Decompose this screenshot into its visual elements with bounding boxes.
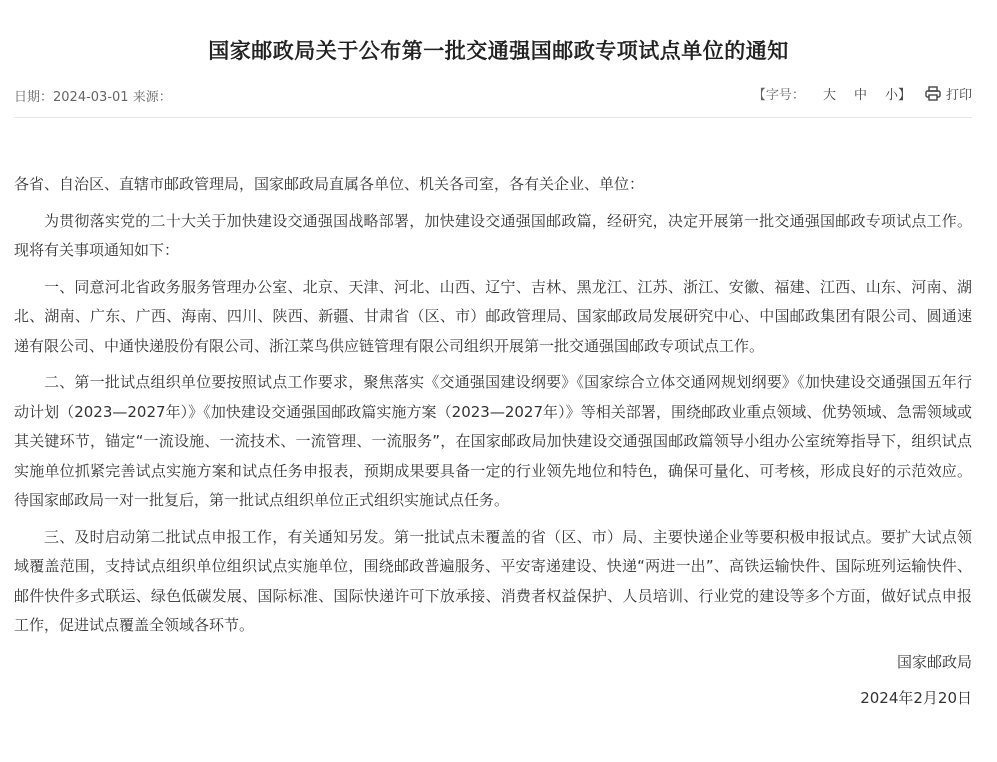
- page-title: 国家邮政局关于公布第一批交通强国邮政专项试点单位的通知: [208, 39, 789, 64]
- item-3-paragraph: 三、及时启动第二批试点申报工作，有关通知另发。第一批试点未覆盖的省（区、市）局、主要快递企业等要积极申报试点。要扩大试点领域覆盖范围，支持试点组织单位组织试点实施单位，围绕邮政普遍服务、平安寄递建设、快递“两进一出”、高铁运输快件、国际班列运输快件、邮件快件多式联运、绿色低碳发展、国际标准、国际快递许可下放承接、消费者权益保护、人员培训、行业党的建设等多个方面，做好试点申报工作，促进试点覆盖全领域各环节。: [14, 527, 972, 634]
- intro-paragraph: 为贯彻落实党的二十大关于加快建设交通强国战略部署，加快建设交通强国邮政篇，经研究，决定开展第一批交通强国邮政专项试点工作。现将有关事项通知如下：: [14, 211, 972, 259]
- print-button[interactable]: [925, 84, 972, 103]
- font-size-label: 【字号：: [752, 88, 805, 103]
- source-label: 来源：: [132, 90, 172, 105]
- font-size-small-button[interactable]: 小】: [884, 88, 911, 103]
- article-meta-bar: [14, 84, 972, 106]
- meta-divider: [14, 117, 972, 118]
- item-1-paragraph: 一、同意河北省政务服务管理办公室、北京、天津、河北、山西、辽宁、吉林、黑龙江、江苏、浙江、安徽、福建、江西、山东、河南、湖北、湖南、广东、广西、海南、四川、陕西、新疆、甘肃省（区、市）邮政管理局、国家邮政局发展研究中心、中国邮政集团有限公司、圆通速递有限公司、中通快递股份有限公司、浙江菜鸟供应链管理有限公司组织开展第一批交通强国邮政专项试点工作。: [14, 277, 972, 355]
- font-size-medium-button[interactable]: 中: [853, 88, 867, 103]
- font-size-large-button[interactable]: 大: [822, 88, 836, 103]
- date-label: 日期：: [14, 90, 54, 105]
- printer-icon: [925, 86, 941, 101]
- meta-tools: [753, 84, 972, 103]
- print-label: 打印: [945, 88, 972, 103]
- item-2-paragraph: 二、第一批试点组织单位要按照试点工作要求，聚焦落实《交通强国建设纲要》《国家综合立体交通网规划纲要》《加快建设交通强国五年行动计划（2023—2027年）》《加快建设交通强国邮政篇实施方案（2023—2027年）》等相关部署，围绕邮政业重点领域、优势领域、急需领域或其关键环节，锚定“一流设施、一流技术、一流管理、一流服务”，在国家邮政局加快建设交通强国邮政篇领导小组办公室统筹指导下，组织试点实施单位抓紧完善试点实施方案和试点任务申报表，预期成果要具备一定的行业领先地位和特色，确保可量化、可考核，形成良好的示范效应。待国家邮政局一对一批复后，第一批试点组织单位正式组织实施试点任务。: [14, 373, 972, 509]
- sign-date: 2024年2月20日: [860, 689, 972, 707]
- publish-date: 2024-03-01: [53, 90, 129, 105]
- meta-info: [14, 86, 172, 105]
- article-body: [14, 170, 972, 721]
- salutation: 各省、自治区、直辖市邮政管理局，国家邮政局直属各单位、机关各司室，各有关企业、单位：: [14, 175, 645, 193]
- signature: 国家邮政局: [896, 652, 972, 671]
